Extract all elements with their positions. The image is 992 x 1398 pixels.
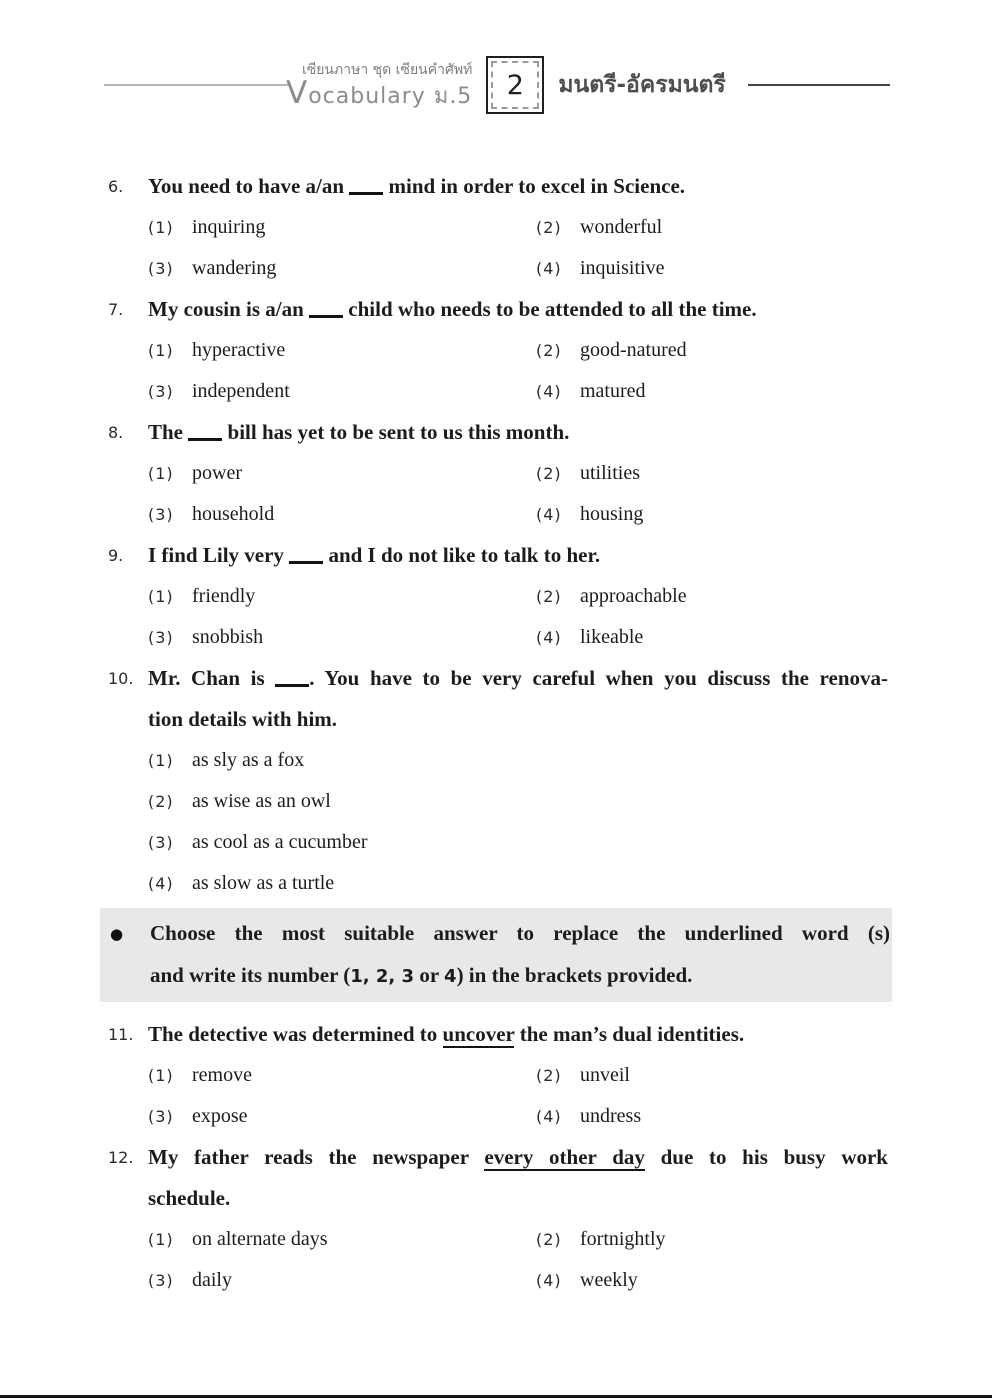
choice-label: inquisitive (580, 257, 665, 279)
choice-option (148, 248, 536, 289)
choice-option (536, 207, 888, 248)
question-12 (104, 1137, 888, 1301)
question-stem-row (104, 658, 888, 699)
question-number-cell (104, 1178, 148, 1219)
choice-option (536, 1055, 888, 1096)
choices-grid (148, 740, 888, 904)
page-number: 2 (506, 69, 524, 101)
text-segment: child who needs to be attended to all the time. (343, 297, 757, 321)
question-number: 7. (108, 300, 124, 319)
choices-grid (148, 330, 888, 412)
choice-number: (3) (148, 833, 174, 852)
choice-option (148, 740, 888, 781)
underlined-word: uncover (442, 1022, 515, 1046)
choice-number: (4) (536, 1107, 562, 1126)
instruction-text-line (150, 913, 890, 955)
text-segment: schedule. (148, 1186, 231, 1210)
choice-number: (4) (536, 1271, 562, 1290)
choice-label: remove (192, 1064, 252, 1086)
choice-number: (3) (148, 259, 174, 278)
question-number-cell (104, 658, 148, 699)
choice-option (148, 494, 536, 535)
choices-grid (148, 453, 888, 535)
choice-label: good-natured (580, 339, 687, 361)
question-number: 10. (108, 669, 134, 688)
choice-number: (2) (536, 218, 562, 237)
question-number-cell (104, 166, 148, 207)
question-number-cell (104, 535, 148, 576)
question-stem-line (148, 1137, 888, 1178)
choice-number: (1) (148, 1230, 174, 1249)
choice-number: (2) (536, 341, 562, 360)
choice-number: (2) (536, 464, 562, 483)
choice-option (536, 576, 888, 617)
text-segment: The detective was determined to (148, 1022, 443, 1046)
choice-label: unveil (580, 1064, 630, 1086)
instruction-row (106, 913, 890, 955)
choice-option (148, 371, 536, 412)
series-title-block (286, 61, 472, 110)
question-stem-line (148, 412, 888, 453)
choice-label: independent (192, 380, 290, 402)
question-6 (104, 166, 888, 289)
text-segment: 1, 2, 3 (350, 966, 415, 987)
header-rule-right (748, 84, 890, 86)
question-stem-line (148, 1178, 888, 1219)
series-title-en: Vocabulary ม.5 (286, 74, 473, 111)
question-stem-row (104, 412, 888, 453)
question-stem-line (148, 699, 888, 740)
question-number-cell (104, 699, 148, 740)
choice-label: undress (580, 1105, 642, 1127)
choice-number: (3) (148, 505, 174, 524)
choice-label: inquiring (192, 216, 266, 238)
question-number-cell (104, 412, 148, 453)
text-segment: 4 (444, 966, 457, 987)
question-number: 6. (108, 177, 124, 196)
question-9 (104, 535, 888, 658)
choice-number: (4) (148, 874, 174, 893)
text-segment: Choose the most suitable answer to replace the underlined word (s) (150, 921, 890, 945)
bullet-icon: ● (110, 925, 124, 943)
choice-label: wandering (192, 257, 277, 279)
instruction-bullet-cell (106, 955, 150, 997)
question-stem-row (104, 289, 888, 330)
text-segment: tion details with him. (148, 707, 338, 731)
choice-number: (4) (536, 505, 562, 524)
question-number: 11. (108, 1025, 134, 1044)
choice-number: (4) (536, 382, 562, 401)
question-number: 12. (108, 1148, 134, 1167)
instruction-banner (100, 908, 892, 1002)
question-stem-row (104, 1014, 888, 1055)
instruction-bullet-cell (106, 913, 150, 955)
choice-option (148, 863, 888, 904)
text-segment: The (148, 420, 189, 444)
choice-label: hyperactive (192, 339, 286, 361)
choices-grid (148, 576, 888, 658)
text-segment: My father reads the newspaper (148, 1145, 485, 1169)
choice-number: (1) (148, 587, 174, 606)
choice-option (148, 781, 888, 822)
choice-number: (4) (536, 628, 562, 647)
header-rule-left (104, 84, 290, 86)
instruction-text-line (150, 955, 890, 997)
choice-option (536, 330, 888, 371)
choice-label: on alternate days (192, 1228, 328, 1250)
question-stem-line (148, 1014, 888, 1055)
series-title-thai: เซียนภาษา ชุด เซียนคำศัพท์ (301, 61, 473, 78)
question-stem-line (148, 166, 888, 207)
choice-option (536, 617, 888, 658)
choice-label: as slow as a turtle (192, 872, 335, 894)
text-segment: or (414, 963, 445, 987)
choice-number: (2) (536, 1066, 562, 1085)
choices-grid (148, 207, 888, 289)
choice-label: as sly as a fox (192, 749, 305, 771)
text-segment: bill has yet to be sent to us this month. (222, 420, 570, 444)
question-number-cell (104, 289, 148, 330)
instruction-row (106, 955, 890, 997)
choice-number: (1) (148, 218, 174, 237)
choice-number: (1) (148, 1066, 174, 1085)
question-stem-row (104, 1178, 888, 1219)
choice-label: utilities (580, 462, 640, 484)
text-segment: the man’s dual identities. (514, 1022, 745, 1046)
text-segment: ) in the brackets provided. (456, 963, 693, 987)
choice-option (148, 576, 536, 617)
choice-label: weekly (580, 1269, 638, 1291)
choice-number: (1) (148, 464, 174, 483)
choice-option (536, 1219, 888, 1260)
choice-number: (3) (148, 628, 174, 647)
question-11 (104, 1014, 888, 1137)
choice-label: household (192, 503, 275, 525)
choice-label: daily (192, 1269, 232, 1291)
choice-option (536, 371, 888, 412)
text-segment: and write its number ( (150, 963, 351, 987)
choices-grid (148, 1055, 888, 1137)
question-10 (104, 658, 888, 904)
text-segment: due to his busy work (644, 1145, 888, 1169)
choice-label: friendly (192, 585, 256, 607)
choices-grid (148, 1219, 888, 1301)
choice-option (148, 617, 536, 658)
underlined-word: every other day (484, 1145, 645, 1169)
choice-number: (2) (536, 1230, 562, 1249)
choice-option (536, 1260, 888, 1301)
answer-blank (289, 561, 323, 564)
choice-label: housing (580, 503, 644, 525)
choice-label: wonderful (580, 216, 663, 238)
choice-option (536, 1096, 888, 1137)
choice-option (148, 330, 536, 371)
question-stem-line (148, 289, 888, 330)
question-stem-row (104, 535, 888, 576)
choice-option (536, 248, 888, 289)
choice-label: likeable (580, 626, 644, 648)
choice-label: as wise as an owl (192, 790, 331, 812)
question-number: 8. (108, 423, 124, 442)
question-number-cell (104, 1137, 148, 1178)
choice-label: power (192, 462, 242, 484)
choice-label: fortnightly (580, 1228, 666, 1250)
choice-number: (3) (148, 1107, 174, 1126)
choice-number: (3) (148, 382, 174, 401)
question-stem-line (148, 535, 888, 576)
question-stem-row (104, 166, 888, 207)
content (104, 166, 888, 1301)
choice-label: as cool as a cucumber (192, 831, 368, 853)
answer-blank (188, 438, 222, 441)
text-segment: . You have to be very careful when you discuss the renova- (309, 666, 888, 690)
question-stem-line (148, 658, 888, 699)
text-segment: My cousin is a/an (148, 297, 310, 321)
choice-label: expose (192, 1105, 248, 1127)
page-number-box (486, 56, 544, 114)
answer-blank (309, 315, 343, 318)
choice-option (148, 207, 536, 248)
choice-option (148, 453, 536, 494)
choice-option (536, 453, 888, 494)
choice-option (148, 1055, 536, 1096)
text-segment: and I do not like to talk to her. (323, 543, 601, 567)
text-segment: I find Lily very (148, 543, 290, 567)
text-segment: mind in order to excel in Science. (383, 174, 686, 198)
choice-label: approachable (580, 585, 687, 607)
choice-number: (2) (536, 587, 562, 606)
choice-option (148, 1219, 536, 1260)
page-header (104, 56, 890, 114)
choice-number: (3) (148, 1271, 174, 1290)
choice-number: (2) (148, 792, 174, 811)
choice-option (148, 822, 888, 863)
question-stem-row (104, 699, 888, 740)
choice-number: (1) (148, 751, 174, 770)
choice-number: (1) (148, 341, 174, 360)
question-number-cell (104, 1014, 148, 1055)
text-segment: You need to have a/an (148, 174, 350, 198)
question-number: 9. (108, 546, 124, 565)
text-segment: Mr. Chan is (148, 666, 276, 690)
choice-option (536, 494, 888, 535)
choice-label: matured (580, 380, 646, 402)
choice-option (148, 1096, 536, 1137)
author-signature: มนตรี-อัครมนตรี (558, 72, 726, 98)
answer-blank (275, 684, 309, 687)
question-8 (104, 412, 888, 535)
question-stem-row (104, 1137, 888, 1178)
answer-blank (349, 192, 383, 195)
choice-number: (4) (536, 259, 562, 278)
choice-label: snobbish (192, 626, 264, 648)
choice-option (148, 1260, 536, 1301)
question-7 (104, 289, 888, 412)
